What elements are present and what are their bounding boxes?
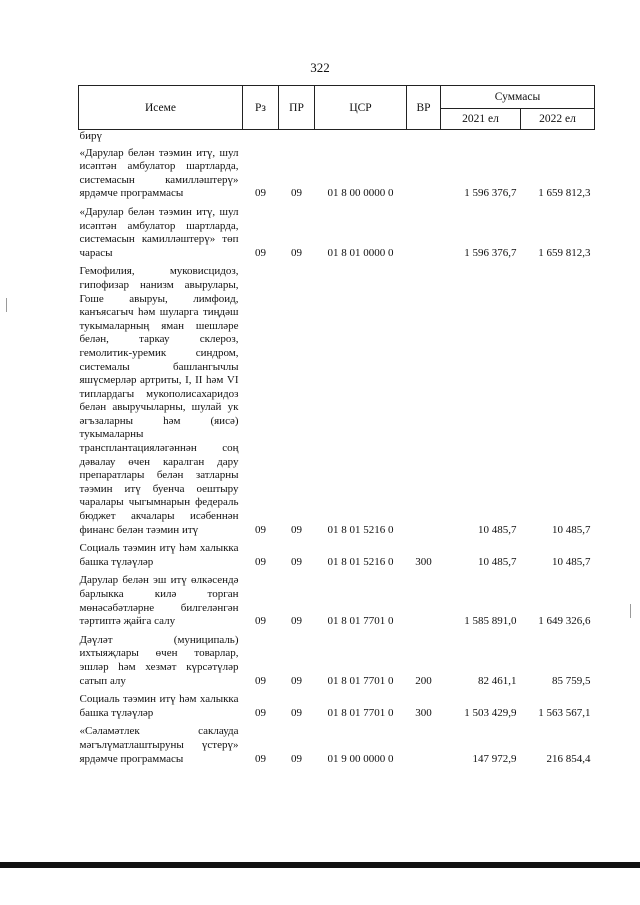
budget-table [78,85,595,768]
row-name: «Дарулар белән тәэмин итү, шул исәптән амбулатор шартларда, системасын камилләштерү» төп чарасы [79,205,239,259]
table-row [79,203,595,262]
row-sum-2022: 85 759,5 [552,674,591,687]
row-sum-2021: 1 585 891,0 [464,615,517,628]
row-csr: 01 8 01 5216 0 [327,523,394,536]
table-row [79,144,595,203]
row-name: Социаль тәэмин итү һәм халыкка башка түләүләр [79,693,239,719]
row-vr [407,144,441,203]
row-rz: 09 [255,706,266,719]
table-row [79,690,595,722]
row-name: Дәүләт (муниципаль) ихтыяҗлары өчен товарлар, эшләр һәм хезмәт күрсәтүләр сатып алу [79,633,239,687]
row-sum-2022: 216 854,4 [546,752,591,765]
row-rz: 09 [255,523,266,536]
row-sum-2022: 1 659 812,3 [538,187,591,200]
row-pr: 09 [291,246,302,259]
header-csr: ЦСР [315,86,407,130]
header-rz: Рз [243,86,279,130]
row-sum-2021: 10 485,7 [478,555,517,568]
bottom-scan-border [0,862,640,868]
header-name: Исеме [79,86,243,130]
table-header [79,86,595,130]
row-rz: 09 [255,246,266,259]
row-sum-2021: 1 503 429,9 [464,706,517,719]
row-vr [407,571,441,630]
row-pr [279,130,315,144]
row-sum-2021: 1 596 376,7 [464,246,517,259]
table-row [79,571,595,630]
row-sum-2022: 1 563 567,1 [538,706,591,719]
row-sum-2022 [521,130,595,144]
row-rz: 09 [255,752,266,765]
row-vr [407,130,441,144]
header-year-2022: 2022 ел [521,109,595,130]
scan-artifact-left [6,298,7,312]
row-pr: 09 [291,555,302,568]
row-csr: 01 8 01 0000 0 [327,246,394,259]
row-csr: 01 8 01 5216 0 [327,555,394,568]
row-pr: 09 [291,706,302,719]
table-row [79,722,595,768]
row-vr [407,722,441,768]
row-name: бирү [79,130,102,142]
row-name: Дарулар белән эш итү өлкәсендә барлыкка килә торган мөнәсәбәтләрне билгеләнгән тәртиптә җайга салу [79,574,239,628]
row-sum-2021 [441,130,521,144]
row-name: «Сәламәтлек саклауда мәгълүматлаштыруны үстерү» ярдәмче программасы [79,725,239,765]
row-sum-2022: 1 649 326,6 [538,615,591,628]
row-csr: 01 8 01 7701 0 [327,615,394,628]
table-body [79,130,595,769]
row-name: Гемофилия, муковисцидоз, гипофизар нанизм авырулары, Гоше авыруы, лимфоид, канъясагыч һәм шуларга тиңдәш тукымаларның яман шешләре белән, таркау склероз, гемолитик-уремик синдром, системалы башлангычлы яшүсмерләр артриты, I, II һәм VI типлардагы мукополисахаридоз белән авыручыларны, шулай ук әгъзаларны һәм (яисә) тукымаларны трансплантацияләгәннән соң дәвалау өчен каралган дару препаратлары белән затларны тәэмин итү буенча оештыру чаралары чыгымнарын федераль бюджет акчалары исәбеннән финанс белән тәэмин итү [79,265,239,536]
row-pr: 09 [291,523,302,536]
row-sum-2021: 1 596 376,7 [464,187,517,200]
row-csr: 01 8 01 7701 0 [327,706,394,719]
row-vr [407,203,441,262]
row-vr [407,262,441,539]
row-rz: 09 [255,187,266,200]
row-rz: 09 [255,555,266,568]
row-rz: 09 [255,674,266,687]
scan-artifact-right [630,604,631,618]
table-row [79,539,595,571]
row-vr: 300 [415,706,432,719]
row-sum-2022: 1 659 812,3 [538,246,591,259]
row-sum-2022: 10 485,7 [552,523,591,536]
row-csr: 01 8 01 7701 0 [327,674,394,687]
row-sum-2021: 10 485,7 [478,523,517,536]
row-pr: 09 [291,674,302,687]
row-rz [243,130,279,144]
header-sums: Суммасы [441,86,595,109]
row-sum-2022: 10 485,7 [552,555,591,568]
header-year-2021: 2021 ел [441,109,521,130]
row-csr: 01 9 00 0000 0 [327,752,394,765]
row-csr: 01 8 00 0000 0 [327,187,394,200]
row-pr: 09 [291,187,302,200]
row-vr: 300 [415,555,432,568]
row-sum-2021: 82 461,1 [478,674,517,687]
header-vr: ВР [407,86,441,130]
header-pr: ПР [279,86,315,130]
row-sum-2021: 147 972,9 [472,752,517,765]
row-pr: 09 [291,615,302,628]
row-name: «Дарулар белән тәэмин итү, шул исәптән амбулатор шартларда, системасын камилләштерү» ярдәмче программасы [79,146,239,200]
row-name: Социаль тәэмин итү һәм халыкка башка түләүләр [79,542,239,568]
table-row [79,631,595,690]
row-csr [315,130,407,144]
page-number: 322 [310,60,330,75]
table-row [79,262,595,539]
row-pr: 09 [291,752,302,765]
table-row [79,130,595,144]
row-rz: 09 [255,615,266,628]
row-vr: 200 [415,674,432,687]
